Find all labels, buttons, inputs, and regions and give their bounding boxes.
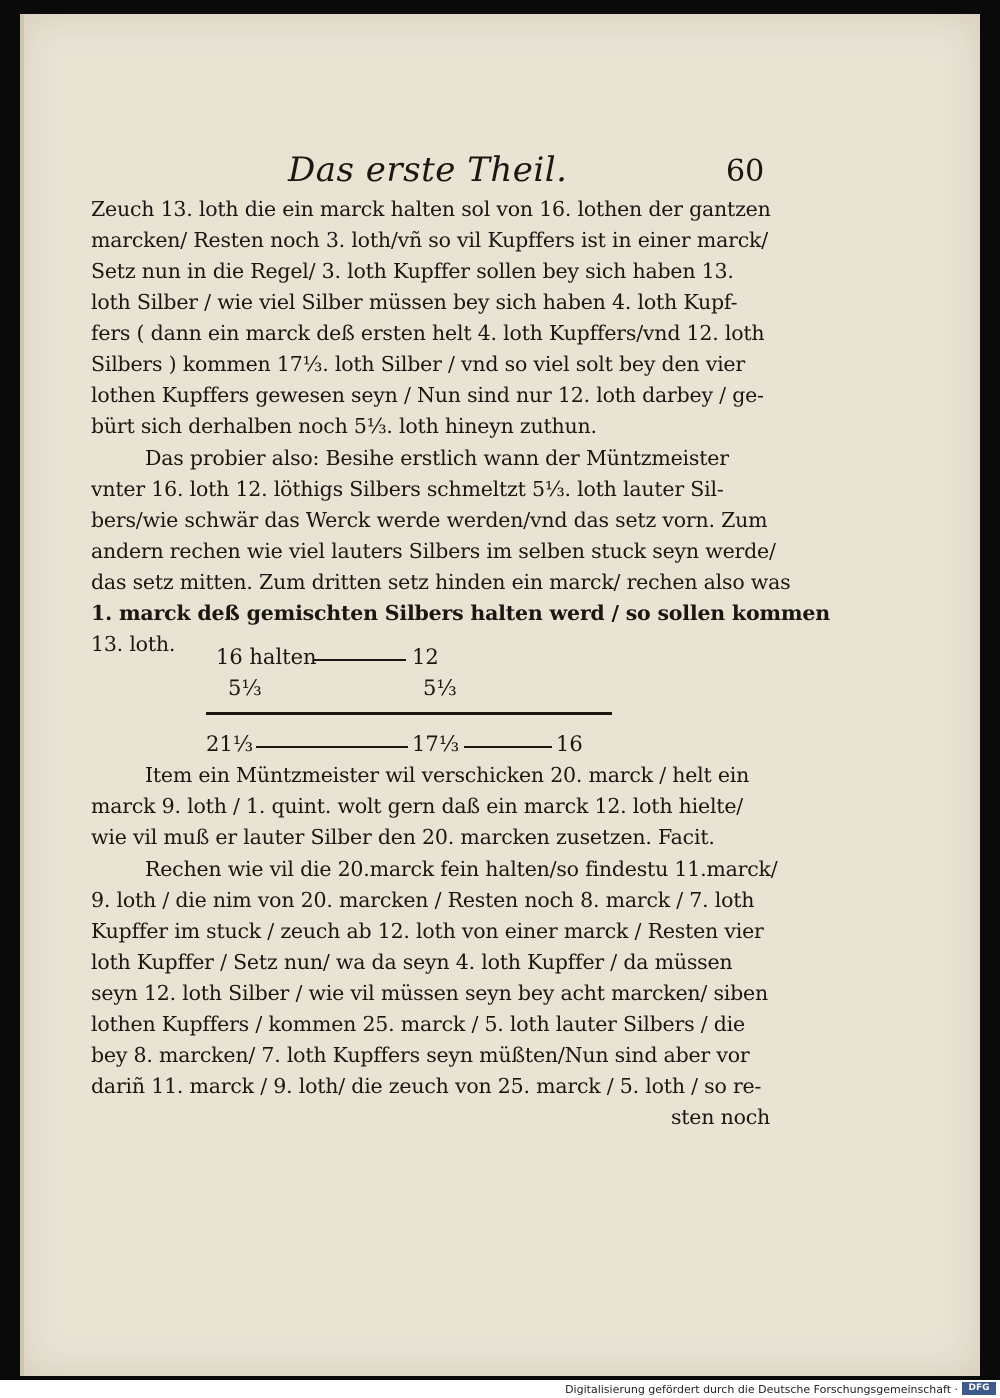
text-line: Setz nun in die Regel/ 3. loth Kupffer sollen bey sich haben 13. [91,259,734,283]
text-line: loth Silber / wie viel Silber müssen bey sich haben 4. loth Kupf- [91,290,738,314]
text-line: wie vil muß er lauter Silber den 20. marcken zusetzen. Facit. [91,825,715,849]
text-line: Kupffer im stuck / zeuch ab 12. loth von einer marck / Resten vier [91,919,764,943]
text-line: 9. loth / die nim von 20. marcken / Resten noch 8. marck / 7. loth [91,888,755,912]
text-line: andern rechen wie viel lauters Silbers im selben stuck seyn werde/ [91,539,776,563]
text-line: Rechen wie vil die 20.marck fein halten/so findestu 11.marck/ [145,857,778,881]
footer-bar [0,1380,1000,1398]
book-page [20,14,980,1376]
scheme-add-right: 5⅓ [423,676,457,700]
scheme-sum-rule [206,712,612,715]
scheme-connector [464,746,552,748]
text-line: dariñ 11. marck / 9. loth/ die zeuch von 25. marck / 5. loth / so re- [91,1074,762,1098]
dfg-logo-icon: DFG [962,1382,996,1395]
text-line: Item ein Müntzmeister wil verschicken 20. marck / helt ein [145,763,750,787]
page-edge [20,14,24,1376]
scheme-result-left: 21⅓ [206,732,254,756]
text-line: lothen Kupffers / kommen 25. marck / 5. loth lauter Silbers / die [91,1012,745,1036]
text-line: bürt sich derhalben noch 5⅓. loth hineyn zuthun. [91,414,597,438]
text-line: seyn 12. loth Silber / wie vil müssen seyn bey acht marcken/ siben [91,981,768,1005]
page-content [20,14,980,1376]
text-line: 13. loth. [91,632,176,656]
scheme-add-left: 5⅓ [228,676,262,700]
scheme-connector [314,659,406,661]
page-header [20,150,980,198]
text-line: loth Kupffer / Setz nun/ wa da seyn 4. loth Kupffer / da müssen [91,950,733,974]
text-line: Das probier also: Besihe erstlich wann der Müntzmeister [145,446,729,470]
text-line: das setz mitten. Zum dritten setz hinden ein marck/ rechen also was [91,570,791,594]
text-line: marcken/ Resten noch 3. loth/vñ so vil Kupffers ist in einer marck/ [91,228,768,252]
text-line: Zeuch 13. loth die ein marck halten sol von 16. lothen der gantzen [91,197,771,221]
text-line: Silbers ) kommen 17⅓. loth Silber / vnd so viel solt bey den vier [91,352,745,376]
text-line: bers/wie schwär das Werck werde werden/vnd das setz vorn. Zum [91,508,768,532]
text-line: vnter 16. loth 12. löthigs Silbers schmeltzt 5⅓. loth lauter Sil- [91,477,724,501]
text-line: lothen Kupffers gewesen seyn / Nun sind nur 12. loth darbey / ge- [91,383,764,407]
text-line: fers ( dann ein marck deß ersten helt 4. loth Kupffers/vnd 12. loth [91,321,765,345]
text-line: marck 9. loth / 1. quint. wolt gern daß ein marck 12. loth hielte/ [91,794,743,818]
scheme-connector [256,746,408,748]
funding-credit: Digitalisierung gefördert durch die Deutsche Forschungsgemeinschaft · [565,1383,958,1396]
scheme-top-right: 12 [412,645,439,669]
text-line: 1. marck deß gemischten Silbers halten werd / so sollen kommen [91,601,830,625]
running-head: Das erste Theil. [288,150,568,190]
text-line: bey 8. marcken/ 7. loth Kupffers seyn müßten/Nun sind aber vor [91,1043,750,1067]
page-number: 60 [726,154,765,189]
scheme-top-left: 16 halten [216,645,317,669]
scheme-result-right: 16 [556,732,583,756]
scheme-result-middle: 17⅓ [412,732,460,756]
catchword: sten noch [670,1105,770,1129]
